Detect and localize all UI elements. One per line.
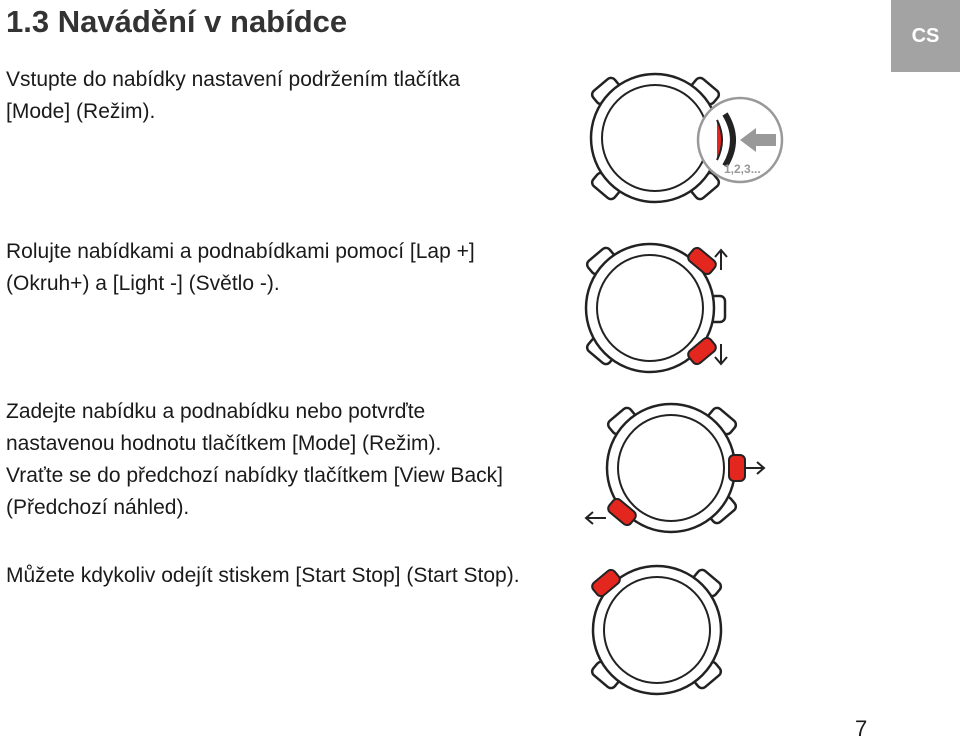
paragraph-back [6, 460, 503, 524]
section-title: 1.3 Navádění v nabídce [6, 4, 348, 39]
watch-diagram-start-stop [580, 562, 750, 702]
paragraph-enter-menu [6, 64, 460, 128]
watch-diagram-confirm-back [580, 400, 770, 540]
arrow-left-icon [586, 512, 606, 524]
text-line: Vstupte do nabídky nastavení podržením tlačítka [6, 68, 461, 91]
watch-diagram-scroll [575, 240, 745, 380]
paragraph-exit: Můžete kdykoliv odejít stiskem [Start Stop] (Start Stop). [6, 564, 520, 587]
text-line: Rolujte nabídkami a podnabídkami pomocí [Lap +] [6, 240, 475, 263]
language-badge: CS [891, 0, 960, 72]
arrow-up-icon [715, 250, 727, 270]
page-number: 7 [855, 716, 868, 741]
text-line: Vraťte se do předchozí nabídky tlačítkem [View Back] [6, 464, 503, 487]
paragraph-confirm [6, 396, 441, 460]
arrow-right-icon [746, 462, 764, 474]
text-line: nastavenou hodnotu tlačítkem [Mode] (Režim). [6, 432, 442, 455]
paragraph-scroll [6, 236, 475, 300]
watch-diagram-hold-mode [580, 70, 800, 210]
hold-counter-label: 1,2,3... [724, 162, 761, 176]
text-line: [Mode] (Režim). [6, 100, 156, 123]
text-line: (Okruh+) a [Light -] (Světlo -). [6, 272, 280, 295]
text-line: (Předchozí náhled). [6, 496, 190, 519]
text-line: Zadejte nabídku a podnabídku nebo potvrďte [6, 400, 426, 423]
